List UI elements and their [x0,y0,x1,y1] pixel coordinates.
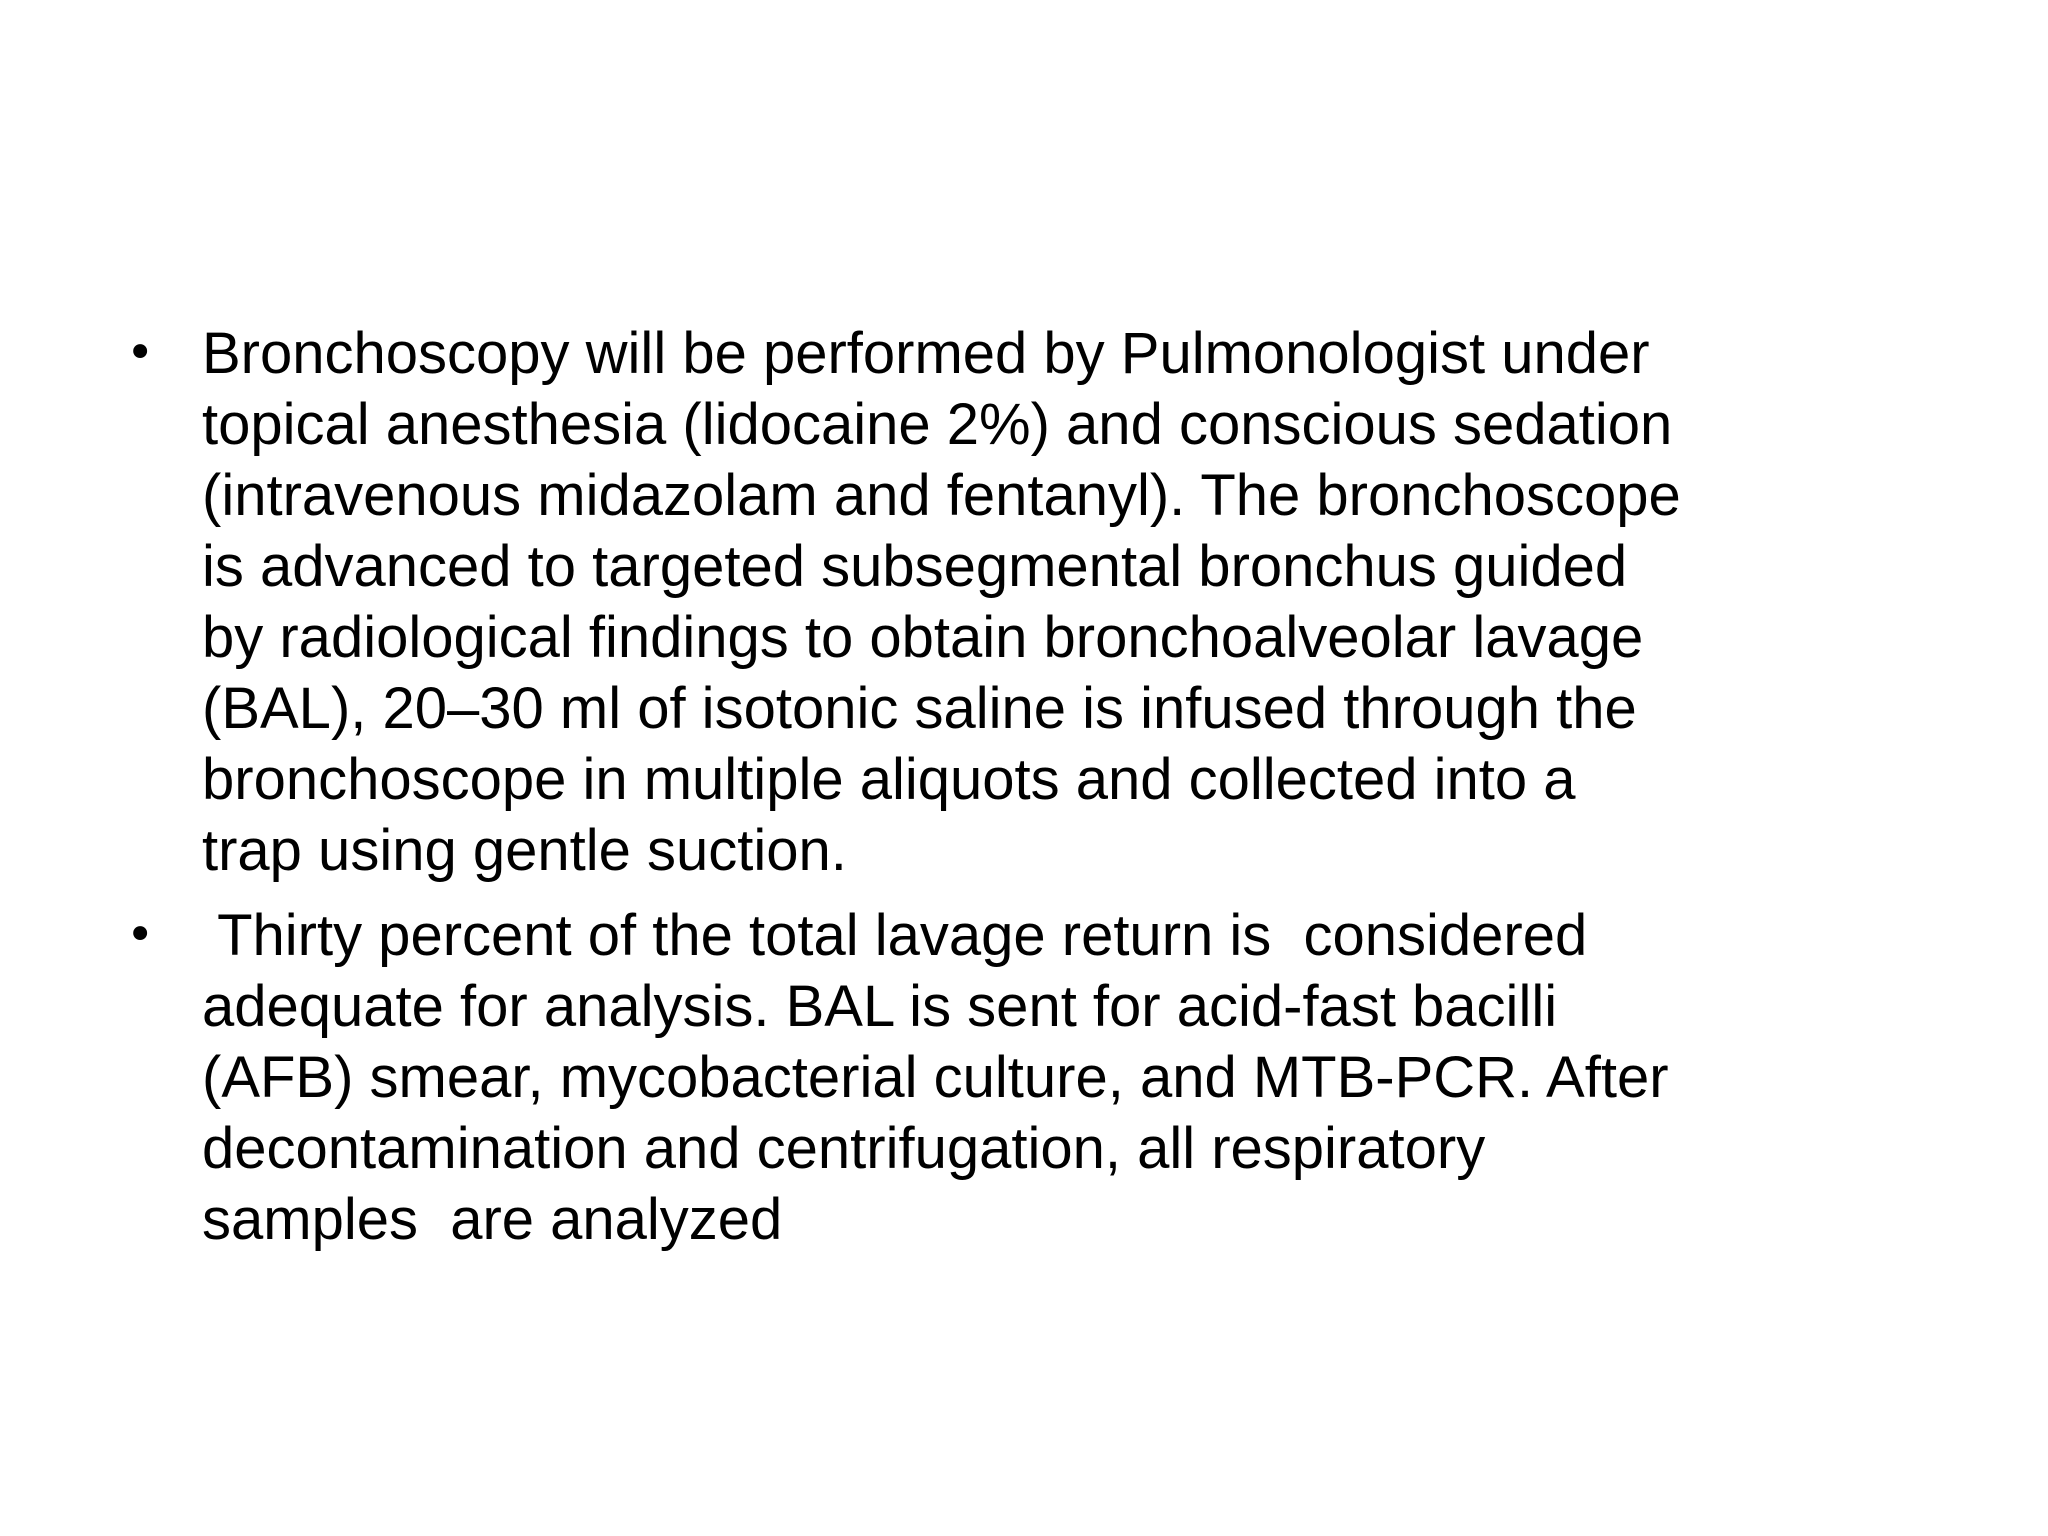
bullet-1-line-8: trap using gentle suction. [202,818,847,883]
bullet-point-icon: • [126,907,155,963]
bullet-1-line-4: is advanced to targeted subsegmental bronchus guided [202,534,1628,599]
bullet-2-line-1: Thirty percent of the total lavage return is considered [202,903,1588,968]
bullet-list [120,318,2000,1269]
bullet-2-line-5: samples are analyzed [202,1187,783,1252]
bullet-item-analysis [120,900,2000,1255]
bullet-1-line-1: Bronchoscopy will be performed by Pulmonologist under [202,321,1650,386]
bullet-1-line-7: bronchoscope in multiple aliquots and collected into a [202,747,1576,812]
bullet-point-icon: • [126,325,155,381]
bullet-1-line-3: (intravenous midazolam and fentanyl). The bronchoscope [202,463,1681,528]
bullet-2-line-3: (AFB) smear, mycobacterial culture, and MTB-PCR. After [202,1045,1669,1110]
bullet-1-line-6: (BAL), 20–30 ml of isotonic saline is infused through the [202,676,1637,741]
bullet-2-line-4: decontamination and centrifugation, all respiratory [202,1116,1486,1181]
bullet-item-procedure [120,318,2000,886]
bullet-1-line-5: by radiological findings to obtain bronchoalveolar lavage [202,605,1644,670]
bullet-1-line-2: topical anesthesia (lidocaine 2%) and conscious sedation [202,392,1673,457]
bullet-2-line-2: adequate for analysis. BAL is sent for acid-fast bacilli [202,974,1558,1039]
